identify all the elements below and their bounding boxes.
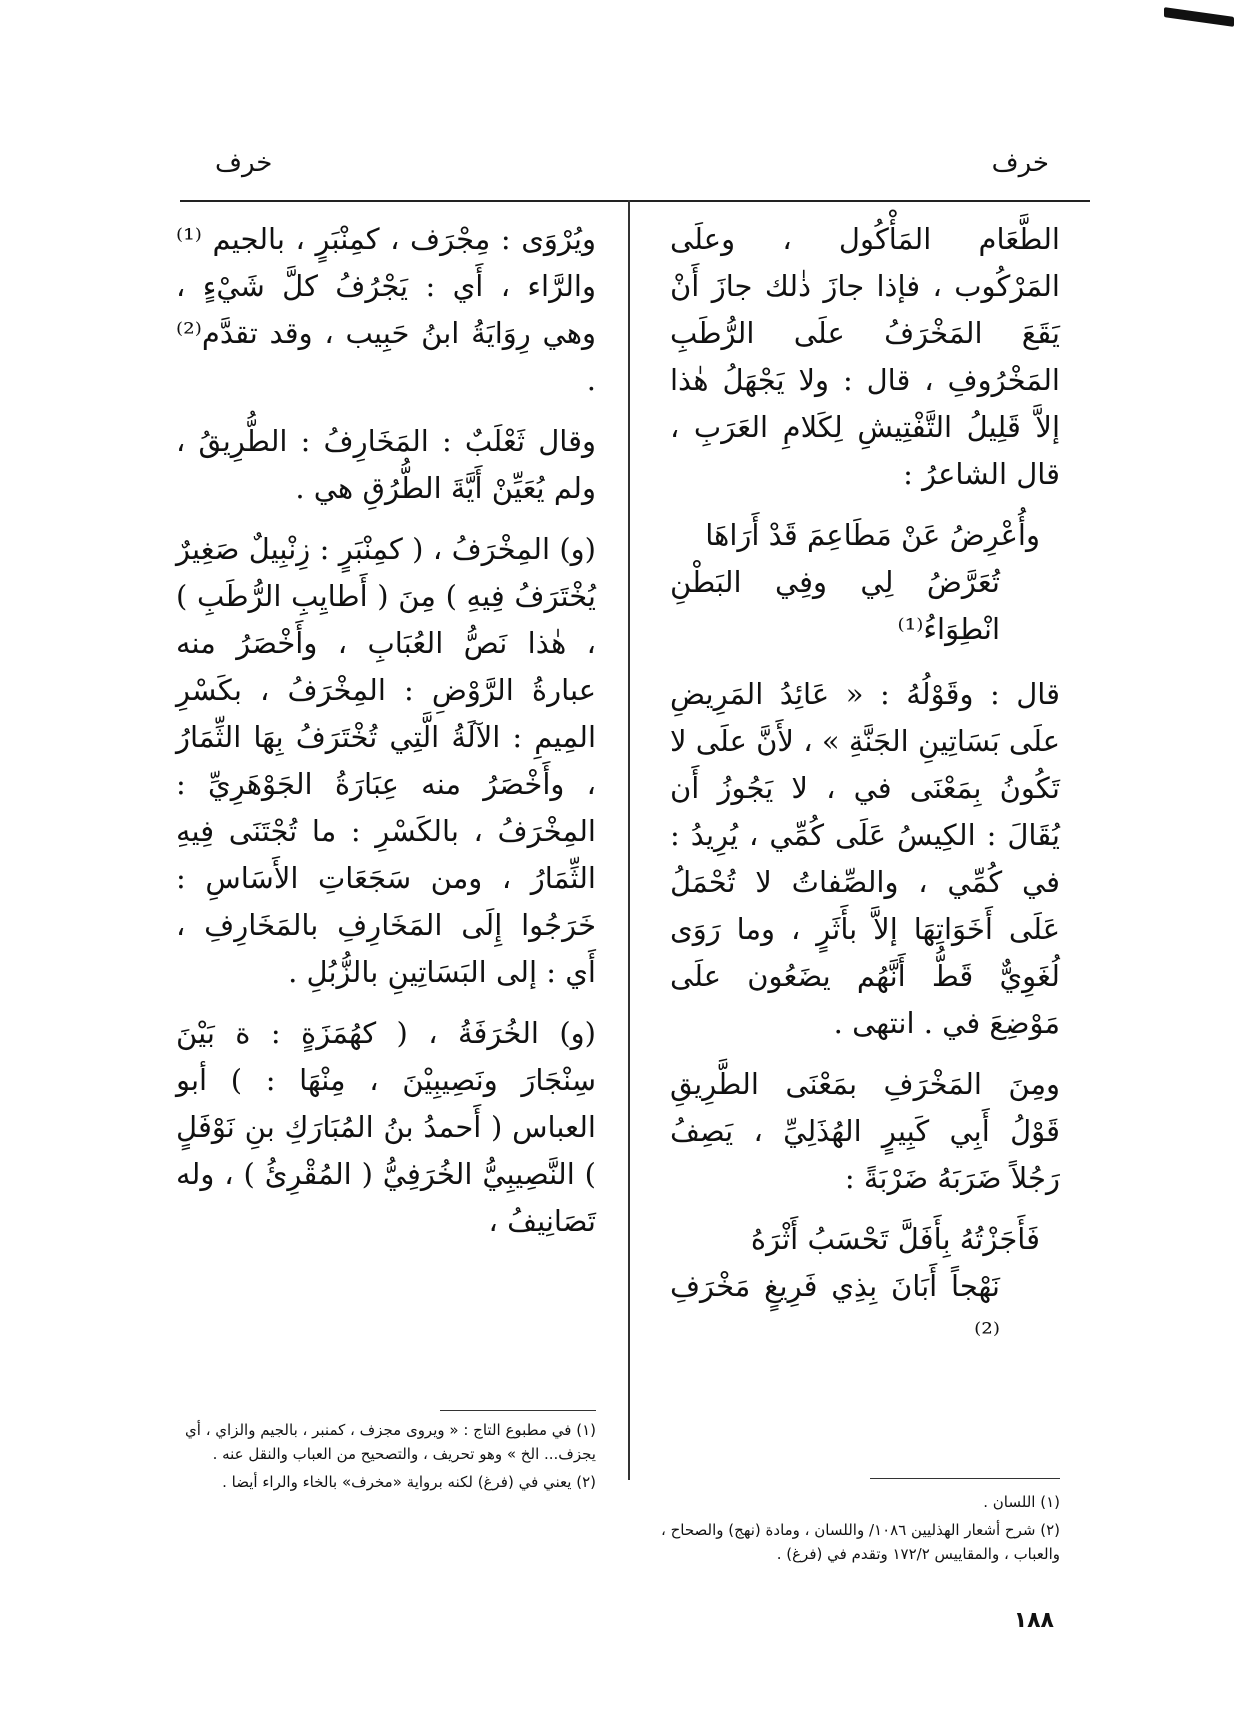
footnote-rule-left	[440, 1410, 596, 1411]
footnote-right-2: (٢) شرح أشعار الهذليين ١٠٨٦/ واللسان ، ومادة (نهج) والصحاح ، والعباب ، والمقاييس ١٧٢/٢ وتقدم في (فرغ) .	[660, 1521, 1060, 1563]
scan-corner-mark	[1164, 7, 1234, 27]
right-paragraph-3: ومِنَ المَخْرَفِ بمَعْنَى الطَّرِيقِ قَوْلُ أَبِي كَبِيرٍ الهُذَلِيِّ ، يَصِفُ رَجُلاً ضَرَبَهُ ضَرْبَةً :	[670, 1067, 1060, 1195]
footnotes-left	[176, 1418, 596, 1498]
page-number: ١٨٨	[1013, 1608, 1054, 1633]
left-paragraph-1: ويُرْوَى : مِجْرَف ، كمِنْبَرٍ ، بالجيم ⁽¹⁾ والرَّاء ، أَي : يَجْرُفُ كلَّ شَيْءٍ ، وهي رِوَايَةُ ابنُ حَبِيب ، وقد تقدَّم⁽²⁾ .	[176, 222, 596, 397]
footnote-left-1: (١) في مطبوع التاج : « ويروى مجزف ، كمنبر ، بالجيم والزاي ، أي يجزف... الخ » وهو تحريف ، والتصحيح من العباب والنقل عنه .	[185, 1421, 596, 1463]
left-paragraph-3: (و) المِخْرَفُ ، ( كمِنْبَرٍ : زِنْبِيلٌ صَغِيرٌ يُخْتَرَفُ فِيهِ ) مِنَ ( أَطايِبِ الرُّطَبِ ) ، هٰذا نَصُّ العُبَابِ ، وأَخْصَرُ منه عبارةُ الرَّوْضِ : المِخْرَفُ ، بكَسْرِ المِيمِ : الآلَةُ الَّتِي تُخْتَرَفُ بِهَا الثِّمَارُ ، وأَخْصَرُ منه عِبَارَةُ الجَوْهَرِيِّ : المِخْرَفُ ، بالكَسْرِ : ما تُجْتَنَى فِيهِ الثِّمَارُ ، ومن سَجَعَاتِ الأَسَاسِ : خَرَجُوا إِلَى المَخَارِفِ بالمَخَارِفِ ، أَي : إلى البَسَاتِينِ بالزُّبُلِ .	[176, 532, 596, 989]
running-header-right: خرف	[991, 148, 1049, 178]
left-column	[176, 216, 596, 1259]
footnote-right-1: (١) اللسان .	[983, 1493, 1060, 1511]
right-column	[670, 216, 1060, 1375]
footnote-rule-right	[870, 1478, 1060, 1479]
column-divider	[628, 200, 630, 1480]
verse-2-second-hemistich: نَهْجاً أَبَانَ بِذِي فَرِيغٍ مَخْرَفِ ⁽²⁾	[670, 1269, 1000, 1350]
left-paragraph-2: وقال ثَعْلَبٌ : المَخَارِفُ : الطُّرِيقُ ، ولم يُعَيِّنْ أَيَّةَ الطُّرُقِ هي .	[176, 424, 596, 505]
footnotes-right	[640, 1490, 1060, 1570]
verse-1-first-hemistich: وأُعْرِضُ عَنْ مَطَاعِمَ قَدْ أَرَاهَا	[705, 518, 1040, 552]
left-paragraph-4: (و) الخُرَفَةُ ، ( كهُمَزَةٍ : ة بَيْنَ سِنْجَارَ ونَصِيبِيْنَ ، مِنْهَا : ) أبو العباس ( أَحمدُ بنُ المُبَارَكِ بنِ نَوْفَلٍ ) النَّصِيبِيُّ الخُرَفِيُّ ( المُقْرِئُ ) ، وله تَصَانِيفُ ،	[176, 1016, 596, 1238]
verse-1-second-hemistich: تُعَرَّضُ لِي وفِي البَطْنِ انْطِوَاءُ⁽¹⁾	[670, 565, 1000, 646]
right-paragraph-1: الطَّعَام المَأْكُول ، وعلَى المَرْكُوب ، فإذا جازَ ذٰلك جازَ أَنْ يَقَعَ المَخْرَفُ علَى الرُّطَبِ المَخْرُوفِ ، قال : ولا يَجْهَلُ هٰذا إلاَّ قَلِيلُ التَّفْتِيشِ لِكَلامِ العَرَبِ ، قال الشاعرُ :	[670, 222, 1060, 491]
right-verse-2	[670, 1216, 1060, 1357]
header-rule	[180, 200, 1090, 202]
running-header-left: خرف	[215, 148, 273, 178]
right-paragraph-2: قال : وقَوْلُهُ : « عَائِدُ المَرِيضِ علَى بَسَاتِينِ الجَنَّةِ » ، لأَنَّ علَى لا تَكُونُ بِمَعْنَى في ، لا يَجُوزُ أَن يُقَالَ : الكِيسُ عَلَى كُمِّي ، يُرِيدُ : في كُمِّي ، والصِّفاتُ لا تُحْمَلُ عَلَى أَخَوَاتِهَا إلاَّ بأَثَرٍ ، وما رَوَى لُغَوِيٌّ قَطُّ أَنَّهُم يضَعُون علَى مَوْضِعَ في . انتهى .	[670, 677, 1060, 1040]
footnote-left-2: (٢) يعني في (فرغ) لكنه برواية «مخرف» بالخاء والراء أيضا .	[222, 1473, 596, 1491]
verse-2-first-hemistich: فَأَجَزْتُهُ بِأَفَلَّ تَحْسَبُ أَثْرَهُ	[750, 1222, 1040, 1256]
right-verse-1	[670, 512, 1060, 653]
